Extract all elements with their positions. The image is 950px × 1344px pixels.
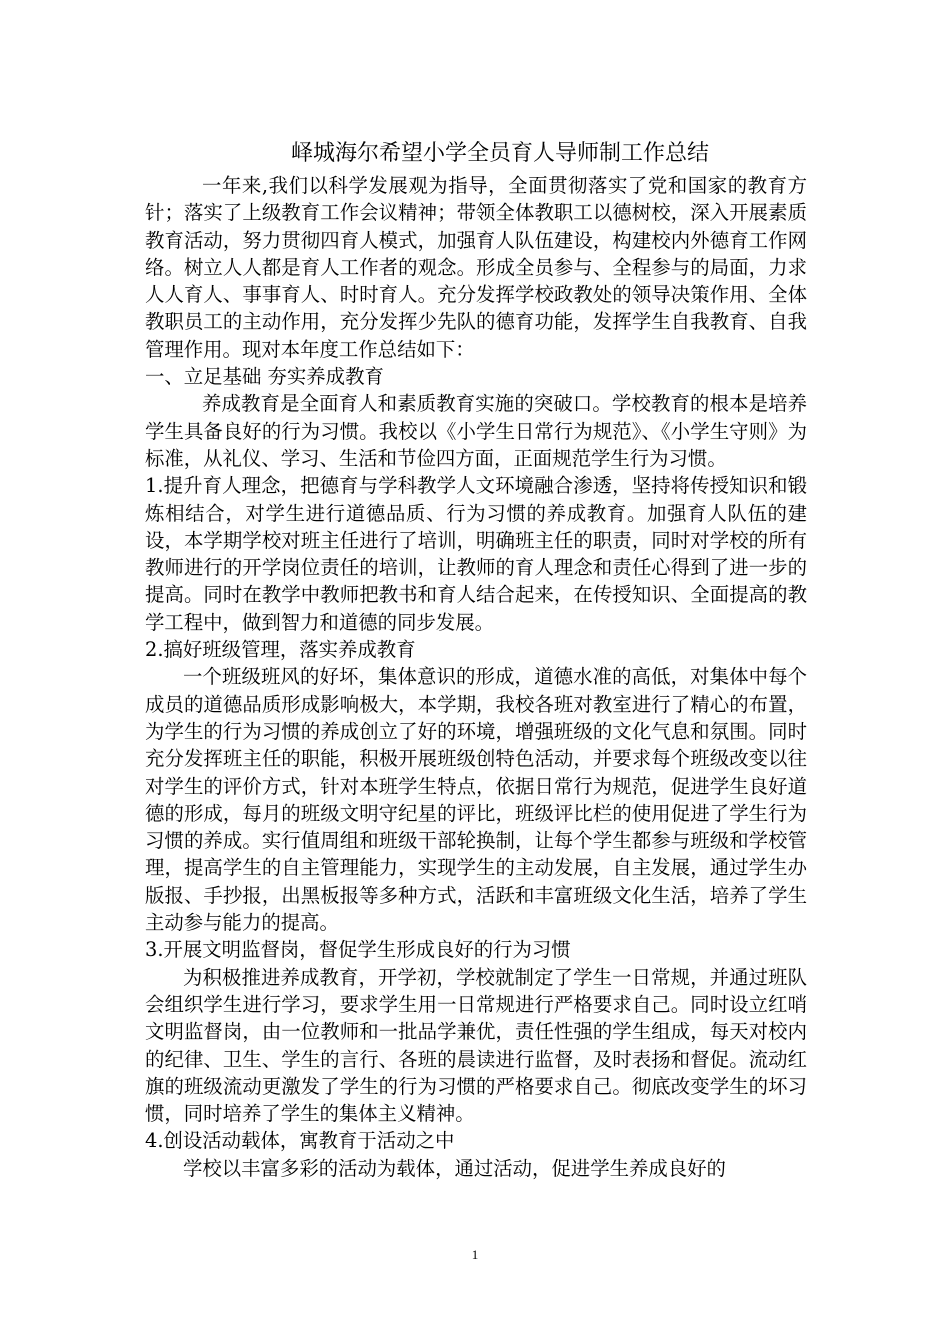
paragraph-intro: 一年来,我们以科学发展观为指导，全面贯彻落实了党和国家的教育方针；落实了上级教育工作会议精神；带领全体教职工以德树校，深入开展素质教育活动，努力贯彻四育人模式，加强育人队伍建设，构建校内外德育工作网络。树立人人都是育人工作者的观念。形成全员参与、全程参与的局面，力求人人育人、事事育人、时时育人。充分发挥学校政教处的领导决策作用、全体教职员工的主动作用，充分发挥少先队的德育功能，发挥学生自我教育、自我管理作用。现对本年度工作总结如下： <box>145 174 807 361</box>
paragraph-item-1: 1.提升育人理念，把德育与学科教学人文环境融合渗透，坚持将传授知识和锻炼相结合，对学生进行道德品质、行为习惯的养成教育。加强育人队伍的建设，本学期学校对班主任进行了培训，明确班主任的职责，同时对学校的所有教师进行的开学岗位责任的培训，让教师的育人理念和责任心得到了进一步的提高。同时在教学中教师把教书和育人结合起来，在传授知识、全面提高的教学工程中，做到智力和道德的同步发展。 <box>145 474 807 634</box>
page-number: 1 <box>471 1247 479 1262</box>
paragraph-section-1: 养成教育是全面育人和素质教育实施的突破口。学校教育的根本是培养学生具备良好的行为习惯。我校以《小学生日常行为规范》、《小学生守则》为标准，从礼仪、学习、生活和节俭四方面，正面规范学生行为习惯。 <box>145 392 807 470</box>
subheading-item-3: 3.开展文明监督岗，督促学生形成良好的行为习惯 <box>145 938 571 962</box>
paragraph-item-3: 为积极推进养成教育，开学初，学校就制定了学生一日常规，并通过班队会组织学生进行学习，要求学生用一日常规进行严格要求自己。同时设立红哨文明监督岗，由一位教师和一批品学兼优，责任性强的学生组成，每天对校内的纪律、卫生、学生的言行、各班的晨读进行监督，及时表扬和督促。流动红旗的班级流动更激发了学生的行为习惯的严格要求自己。彻底改变学生的坏习惯，同时培养了学生的集体主义精神。 <box>145 965 807 1126</box>
document-title: 峄城海尔希望小学全员育人导师制工作总结 <box>290 141 709 166</box>
section-heading-1: 一、立足基础 夯实养成教育 <box>145 365 384 389</box>
subheading-item-2: 2.搞好班级管理，落实养成教育 <box>145 638 416 662</box>
document-body <box>145 172 807 1182</box>
paragraph-item-4: 学校以丰富多彩的活动为载体，通过活动，促进学生养成良好的 <box>183 1156 726 1180</box>
subheading-item-4: 4.创设活动载体，寓教育于活动之中 <box>145 1129 455 1153</box>
paragraph-item-2: 一个班级班风的好坏，集体意识的形成，道德水准的高低，对集体中每个成员的道德品质形成影响极大，本学期，我校各班对教室进行了精心的布置，为学生的行为习惯的养成创立了好的环境，增强班级的文化气息和氛围。同时充分发挥班主任的职能，积极开展班级创特色活动，并要求每个班级改变以往对学生的评价方式，针对本班学生特点，依据日常行为规范，促进学生良好道德的形成，每月的班级文明守纪星的评比，班级评比栏的使用促进了学生行为习惯的养成。实行值周组和班级干部轮换制，让每个学生都参与班级和学校管理，提高学生的自主管理能力，实现学生的主动发展，自主发展，通过学生办版报、手抄报，出黑板报等多种方式，活跃和丰富班级文化生活，培养了学生主动参与能力的提高。 <box>145 665 807 935</box>
